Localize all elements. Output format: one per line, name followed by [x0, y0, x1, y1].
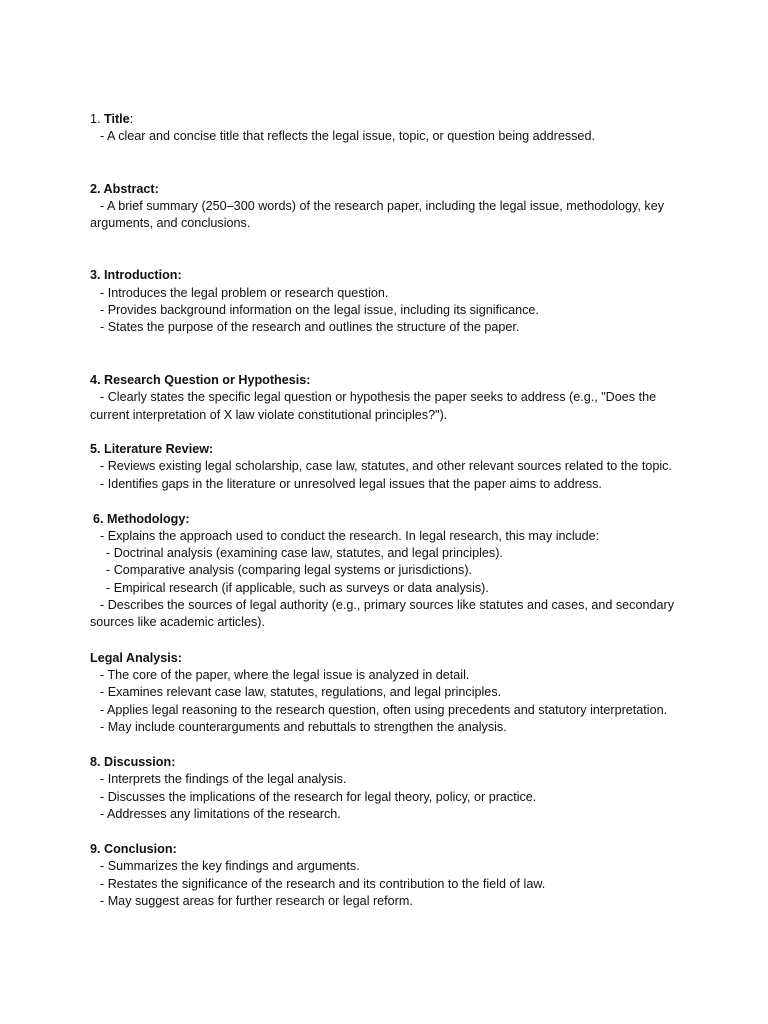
body-line: - Restates the significance of the research and its contribution to the field of law.	[100, 877, 546, 891]
body-line: - May suggest areas for further research or legal reform.	[100, 894, 413, 908]
body-line: - Discusses the implications of the research for legal theory, policy, or practice.	[100, 790, 537, 804]
body-line: - A brief summary (250–300 words) of the research paper, including the legal issue, methodology, key	[100, 199, 664, 213]
section-heading-conclusion: 9. Conclusion:	[90, 842, 177, 856]
body-line: - Introduces the legal problem or research question.	[100, 286, 389, 300]
body-line: sources like academic articles).	[90, 615, 265, 629]
body-line: - Summarizes the key findings and arguments.	[100, 859, 360, 873]
body-line: - Addresses any limitations of the research.	[100, 807, 341, 821]
body-line: - Empirical research (if applicable, such as surveys or data analysis).	[106, 581, 489, 595]
body-line: - Examines relevant case law, statutes, regulations, and legal principles.	[100, 685, 502, 699]
body-line: - Describes the sources of legal authority (e.g., primary sources like statutes and cases, and secondary	[100, 598, 674, 612]
body-line: - Explains the approach used to conduct the research. In legal research, this may include:	[100, 529, 600, 543]
body-line: - Identifies gaps in the literature or unresolved legal issues that the paper aims to address.	[100, 477, 602, 491]
body-line: arguments, and conclusions.	[90, 216, 251, 230]
section-heading-research-question: 4. Research Question or Hypothesis:	[90, 373, 311, 387]
body-line: - Applies legal reasoning to the research question, often using precedents and statutory interpretation.	[100, 703, 668, 717]
section-heading-methodology: 6. Methodology:	[93, 512, 190, 526]
section-heading-abstract: 2. Abstract:	[90, 182, 159, 196]
body-line: - May include counterarguments and rebuttals to strengthen the analysis.	[100, 720, 507, 734]
heading-colon: :	[129, 112, 134, 126]
section-number: 1.	[90, 112, 101, 126]
body-line: current interpretation of X law violate constitutional principles?").	[90, 408, 448, 422]
body-line: - Doctrinal analysis (examining case law, statutes, and legal principles).	[106, 546, 503, 560]
section-heading-literature-review: 5. Literature Review:	[90, 442, 214, 456]
body-line: - The core of the paper, where the legal issue is analyzed in detail.	[100, 668, 470, 682]
section-heading-legal-analysis: Legal Analysis:	[90, 651, 182, 665]
body-line: - Reviews existing legal scholarship, case law, statutes, and other relevant sources related to the topic.	[100, 459, 672, 473]
section-heading-label: Title	[104, 112, 130, 126]
body-line: - Clearly states the specific legal question or hypothesis the paper seeks to address (e.g., "Does the	[100, 390, 657, 404]
section-heading-title	[90, 111, 133, 128]
body-line: - Provides background information on the legal issue, including its significance.	[100, 303, 539, 317]
body-line: - States the purpose of the research and outlines the structure of the paper.	[100, 320, 520, 334]
section-heading-introduction: 3. Introduction:	[90, 268, 182, 282]
body-line: - Interprets the findings of the legal analysis.	[100, 772, 347, 786]
body-line: - A clear and concise title that reflects the legal issue, topic, or question being addressed.	[100, 129, 595, 143]
section-heading-discussion: 8. Discussion:	[90, 755, 176, 769]
body-line: - Comparative analysis (comparing legal systems or jurisdictions).	[106, 563, 473, 577]
